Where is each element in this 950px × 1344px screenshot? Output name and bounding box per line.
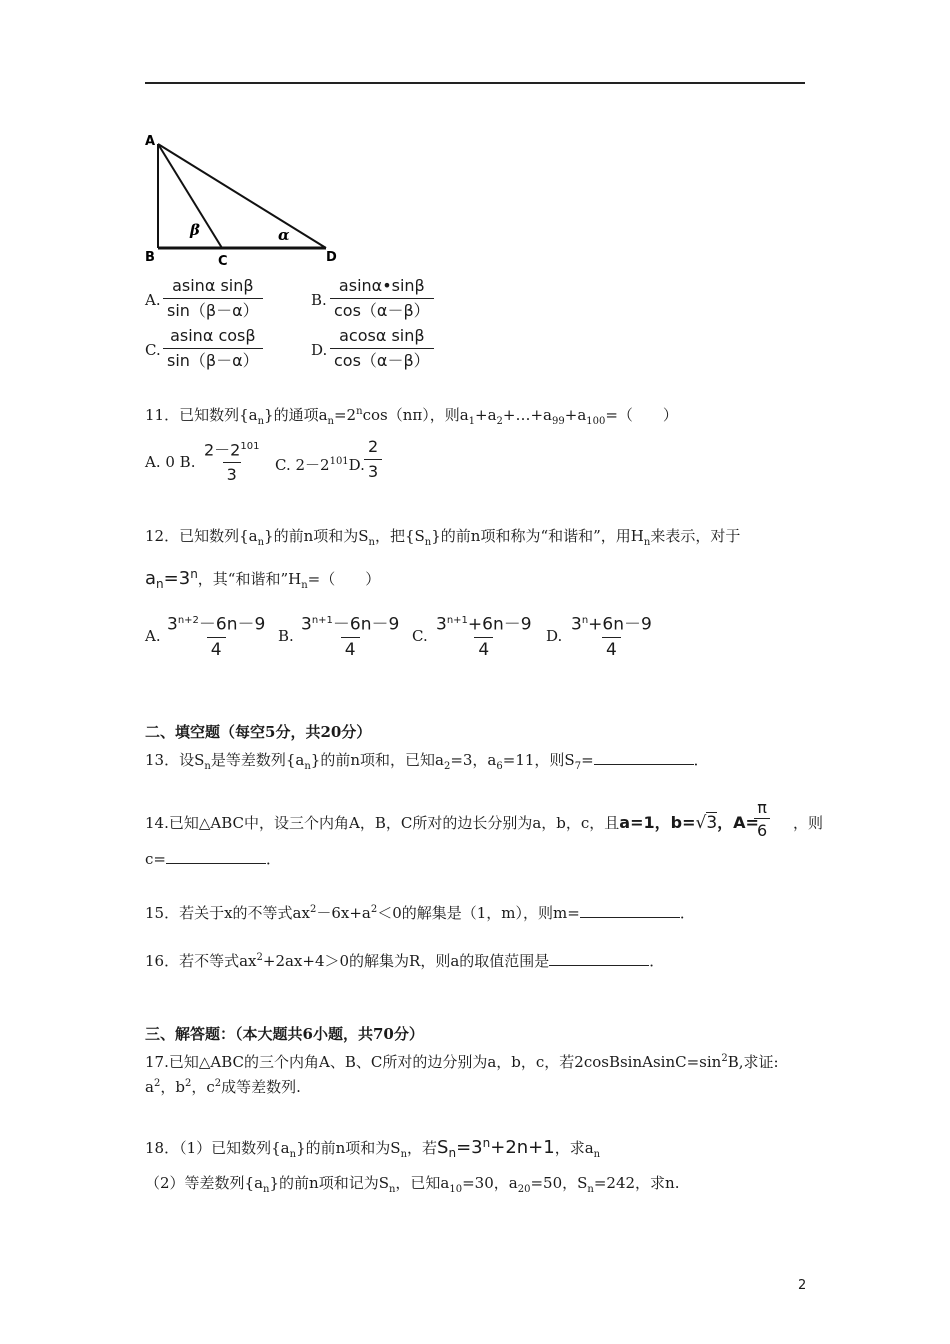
- q11-option-b-numerator: 2－2: [204, 440, 241, 460]
- q12-option-b-letter: B.: [278, 627, 294, 645]
- sqrt-symbol: √: [695, 813, 707, 833]
- q16-answer-blank[interactable]: [549, 951, 649, 966]
- q12-option-b-fraction: $\frac{3^{n+1}-6n-9}{4}$: [301, 614, 400, 660]
- q16-text: 16．若不等式$ax^2+2ax+4>0$的解集为R，则a的取值范围是 ．: [145, 952, 665, 970]
- q10-option-d-letter: D.: [311, 341, 328, 359]
- q11-stem: 11．已知数列$\{a_n\}$的通项$a_n=2^n\cos(n\pi)$，则$a_1+a_2+\dots+a_{99}+a_{100}=$（ ）: [145, 406, 678, 427]
- label-a: A: [145, 134, 156, 149]
- q10-option-b-fraction: [330, 276, 434, 321]
- q10-option-c-fraction: [163, 326, 263, 371]
- q14-answer-blank[interactable]: [166, 849, 266, 864]
- q10-option-d-numerator: acosα sinβ: [339, 326, 425, 345]
- q13-text: 13．设$S_n$是等差数列$\{a_n\}$的前n项和，已知$a_2=3$，$a_6=11$，则$S_7=$ ．: [145, 751, 709, 772]
- q12-option-a-fraction: $\frac{3^{n+2}-6n-9}{4}$: [167, 614, 266, 660]
- header-rule: [145, 82, 805, 84]
- q10-option-a-fraction: [163, 276, 263, 321]
- page-number: 2: [798, 1278, 807, 1293]
- section-2-title: 二、填空题（每空5分，共20分）: [145, 723, 372, 741]
- q10-option-c-letter: C.: [145, 341, 161, 359]
- q17-line1: 17.已知△ABC的三个内角A、B、C所对的边分别为a，b，c，若$2cosBsinAsinC=\sin^2B$,求证:: [145, 1053, 779, 1071]
- q17-line2: $a^2$，$b^2$，$c^2$成等差数列.: [145, 1078, 301, 1096]
- q11-option-c: C. $2-2^{101}D$.: [275, 456, 365, 474]
- q15-answer-blank[interactable]: [580, 903, 680, 918]
- q10-option-c-numerator: asinα cosβ: [170, 326, 256, 345]
- q12-stem-line2: $a_n=3^n$，其“和谐和$”H_n=$（ ）: [145, 567, 381, 591]
- q10-option-a-denominator: sin（β－α）: [163, 298, 263, 321]
- label-c: C: [218, 254, 228, 265]
- q10-option-b-numerator: asinα•sinβ: [338, 276, 425, 295]
- segment-ad: [158, 144, 326, 248]
- q11-option-b-denominator: 3: [223, 462, 241, 485]
- section-3-title: 三、解答题：（本大题共6小题，共70分）: [145, 1025, 424, 1043]
- triangle-figure: [140, 130, 340, 265]
- q15-text: 15．若关于x的不等式$ax^2-6x+a^2<0$的解集是（1，m），则m= ．: [145, 904, 695, 922]
- q11-option-a: A. 0 B.: [145, 453, 196, 471]
- q10-option-c-denominator: sin（β－α）: [163, 348, 263, 371]
- q12-option-d-fraction: $\frac{3^n+6n-9}{4}$: [571, 614, 652, 660]
- q10-option-d-denominator: cos（α－β）: [330, 348, 434, 371]
- q10-option-b-denominator: cos（α－β）: [330, 298, 434, 321]
- q12-stem-line1: 12．已知数列$\{a_n\}$的前n项和为$S_n$，把$\{S_n\}$的前n项和称为“和谐和”，用$H_n$来表示，对于: [145, 527, 741, 548]
- q14-answer-line: c= ．: [145, 850, 281, 868]
- label-beta: β: [190, 221, 200, 239]
- q10-option-d-fraction: [330, 326, 434, 371]
- label-b: B: [145, 250, 155, 265]
- q10-option-a-numerator: asinα sinβ: [172, 276, 254, 295]
- q12-option-a-letter: A.: [145, 627, 161, 645]
- q11-option-b-fraction: $\frac{2-2^{101}}{3}$: [204, 440, 260, 485]
- q12-option-c-letter: C.: [412, 627, 428, 645]
- label-d: D: [326, 250, 337, 265]
- q11-option-d-numerator: 2: [368, 437, 379, 456]
- q14-pi-over-6: $\frac{\pi}{6}$: [754, 798, 770, 841]
- label-alpha: α: [278, 226, 290, 244]
- q14-text: 14.已知△ABC中，设三个内角A，B，C所对的边长分别为a，b，c，且a=1，b=√3，A= ，则: [145, 813, 823, 833]
- q13-answer-blank[interactable]: [594, 750, 694, 765]
- q12-option-c-fraction: $\frac{3^{n+1}+6n-9}{4}$: [436, 614, 532, 660]
- q18-part2: （2）等差数列$\{a_n\}$的前n项和记为$S_n$，已知$a_{10}=30$，$a_{20}=50$，$S_n=242$，求n.: [145, 1174, 680, 1195]
- q10-option-a-letter: A.: [145, 291, 161, 309]
- q18-part1: 18．（1）已知数列$\{a_n\}$的前n项和为$S_n$，若$S_n=3^n+2n+1$，求$a_n$: [145, 1136, 601, 1160]
- q10-option-b-letter: B.: [311, 291, 327, 309]
- q11-option-d-fraction: [364, 437, 382, 482]
- q12-option-d-letter: D.: [546, 627, 563, 645]
- q11-option-d-denominator: 3: [364, 459, 382, 482]
